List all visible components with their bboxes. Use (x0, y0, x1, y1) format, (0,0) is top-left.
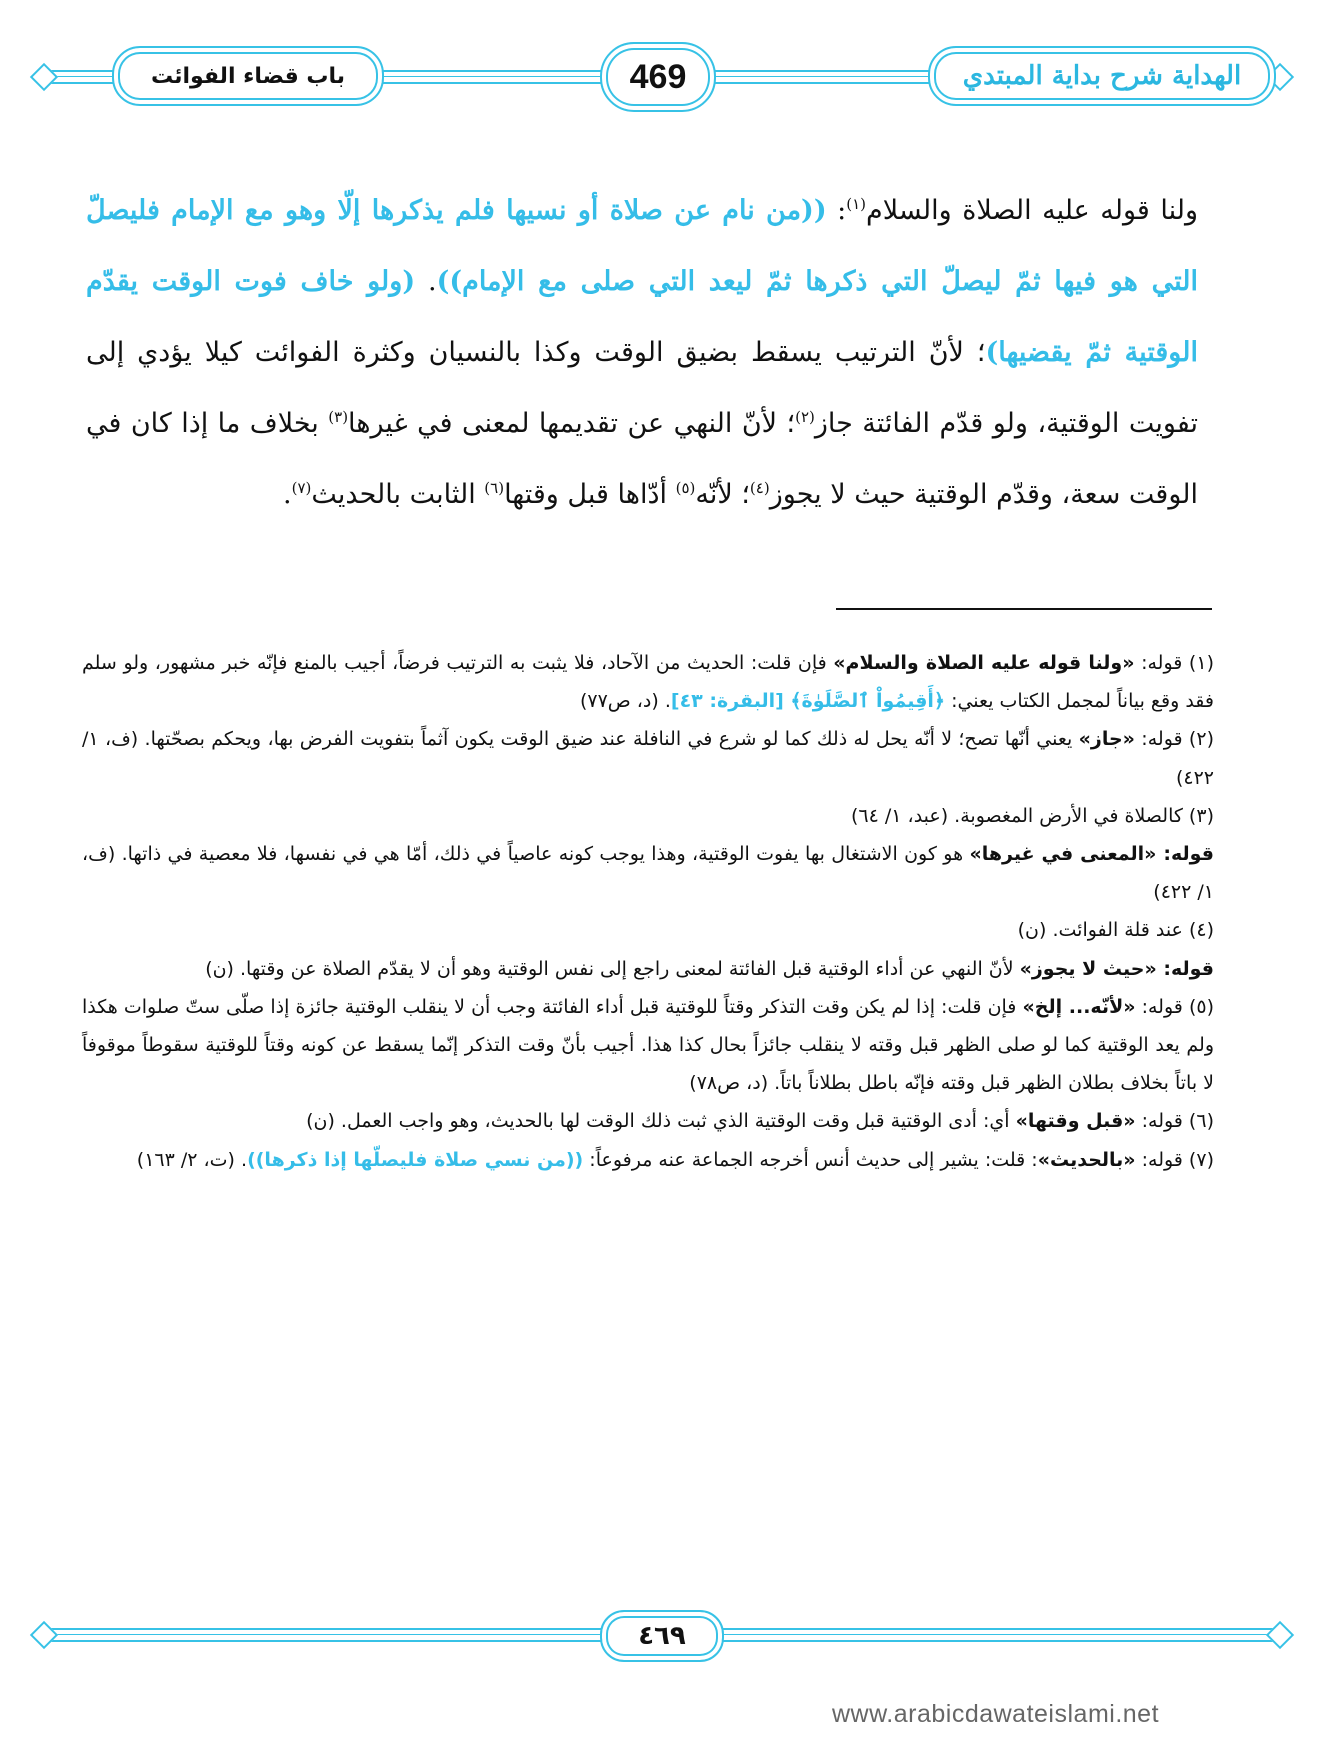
footnote-source: . (د، ص٧٧) (579, 690, 671, 713)
footnote-text: يعني أنّها تصح؛ لا أنّه يحل له ذلك كما لو شرع في النافلة عند ضيق الوقت يكون آثماً بتفويت الفرض بها، ويحكم بصحّتها. (ف، ١/ ٤٢٢) (82, 728, 1214, 789)
matn-quote: (ولو خاف فوت الوقت يقدّم الوقتية ثمّ يقضيها) (86, 266, 1198, 368)
page-header (0, 0, 1320, 160)
footnote-text: لأنّ النهي عن أداء الوقتية قبل الفائتة لمعنى راجع إلى نفس الوقتية وهو أن لا يقدّم الصلاة عن وقتها. (ن) (205, 957, 1020, 980)
footnote-6 (82, 1102, 1214, 1140)
footnote-label: قوله: (1156, 843, 1214, 866)
footnote-lemma: «حيث لا يجوز» (1019, 957, 1157, 980)
footnote-4-comment (82, 950, 1214, 988)
text-run: أدّاها قبل وقتها (504, 479, 676, 510)
ornament-left-icon (30, 1621, 58, 1649)
footnote-text: فإن قلت: الحديث من الآحاد، فلا يثبت به الترتيب فرضاً، أجيب بالمنع فإنّه خبر مشهور، ولو سلم فقد وقع بياناً لمجمل الكتاب يعني: (82, 652, 1214, 713)
footnote-text: : قلت: يشير إلى حديث أنس أخرجه الجماعة عنه مرفوعاً: (583, 1148, 1038, 1171)
ornament-left-icon (30, 63, 58, 91)
text-run: : (826, 195, 847, 226)
text-run: ؛ لأنّه (695, 479, 750, 510)
footnote-1 (82, 644, 1214, 720)
footnote-text: أي: أدى الوقتية قبل وقت الوقتية الذي ثبت ذلك الوقت لها بالحديث، وهو واجب العمل. (ن) (306, 1110, 1016, 1133)
footer-page-number (600, 1610, 724, 1662)
text-run: . (415, 266, 437, 297)
footnote-ref-3[interactable]: (٣) (328, 408, 349, 426)
footnote-7 (82, 1141, 1214, 1179)
footnote-lemma: «لأنّه... إلخ» (1022, 995, 1136, 1018)
footnote-label: (٦) قوله: (1135, 1110, 1214, 1133)
footnote-lemma: «ولنا قوله عليه الصلاة والسلام» (833, 652, 1135, 674)
footnotes (82, 644, 1214, 1179)
footer-page-number-text: ٤٦٩ (638, 1621, 686, 1651)
text-run: ؛ لأنّ الترتيب يسقط بضيق الوقت وكذا بالنسيان وكثرة الفوائت كيلا يؤدي إلى تفويت الوقتية، ولو قدّم الفائتة جاز (86, 337, 1199, 439)
hadith-quote: ((من نام عن صلاة أو نسيها فلم يذكرها إلّا وهو مع الإمام فليصلّ التي هو فيها ثمّ ليصلّ التي ذكرها ثمّ ليعد التي صلى مع الإمام)) (86, 195, 1198, 297)
footnote-3 (82, 797, 1214, 835)
text-run: ؛ لأنّ النهي عن تقديمها لمعنى في غيرها (348, 408, 796, 439)
footnote-lemma: «بالحديث» (1037, 1148, 1136, 1171)
chapter-title-text: باب قضاء الفوائت (150, 63, 346, 89)
footnote-4 (82, 911, 1214, 949)
footnote-5 (82, 988, 1214, 1103)
footnote-divider (836, 608, 1212, 610)
footnote-label: (١) قوله: (1134, 652, 1214, 674)
page-number (600, 42, 716, 112)
text-run: ولنا قوله عليه الصلاة والسلام (866, 195, 1198, 226)
footnote-ref-4[interactable]: (٤) (749, 479, 770, 497)
page-footer (0, 1600, 1320, 1680)
ornament-right-icon (1266, 1621, 1294, 1649)
footnote-ref-1[interactable]: (١) (846, 195, 866, 213)
main-paragraph (86, 175, 1198, 530)
footnote-label: (٢) قوله: (1134, 728, 1214, 751)
footnote-label: (٧) قوله: (1135, 1148, 1214, 1171)
footnote-lemma: «قبل وقتها» (1015, 1110, 1136, 1133)
quran-quote: ﴿أَقِيمُواْ ٱلصَّلَوٰةَ﴾ [البقرة: ٤٣] (670, 690, 946, 713)
footnote-lemma: «المعنى في غيرها» (969, 843, 1157, 866)
book-title-text: الهداية شرح بداية المبتدي (962, 61, 1242, 91)
footnote-text: (٣) كالصلاة في الأرض المغصوبة. (عبد، ١/ ٦٤) (851, 804, 1214, 827)
footnote-label: قوله: (1156, 957, 1214, 980)
footnote-text: فإن قلت: إذا لم يكن وقت التذكر وقتاً للوقتية قبل أداء الفائتة وجب أن لا ينقلب الوقتية جائزة إذا صلّى ستّ صلوات هكذا ولم يعد الوقتية كما لو صلى الظهر قبل وقته لا ينقلب جائزاً بحال كذا هذا. أجيب بأنّ وقت التذكر إنّما يسقط عن كونه وقتاً للوقتية سقوطاً موقوفاً لا باتاً بخلاف بطلان الظهر قبل وقته فإنّه باطل بطلاناً باتاً. (د، ص٧٨) (82, 995, 1214, 1095)
text-run: الثابت بالحديث (311, 479, 485, 510)
footnote-2 (82, 720, 1214, 796)
footnote-ref-7[interactable]: (٧) (291, 479, 312, 497)
text-run: . (283, 479, 292, 510)
book-title (928, 46, 1276, 106)
text-run: بخلاف ما إذا كان في الوقت سعة، وقدّم الوقتية حيث لا يجوز (86, 408, 1198, 510)
footnote-3-comment (82, 835, 1214, 911)
chapter-title (112, 46, 384, 106)
hadith-quote: ((من نسي صلاة فليصلّها إذا ذكرها)) (247, 1148, 584, 1171)
footnote-ref-5[interactable]: (٥) (675, 479, 696, 497)
footnote-ref-2[interactable]: (٢) (795, 408, 815, 426)
footnote-lemma: «جاز» (1078, 728, 1135, 751)
footnote-label: (٥) قوله: (1135, 995, 1214, 1018)
footnote-source: . (ت، ٢/ ١٦٣) (136, 1148, 248, 1171)
footnote-text: (٤) عند قلة الفوائت. (ن) (1017, 919, 1214, 942)
website-url[interactable]: www.arabicdawateislami.net (832, 1700, 1160, 1728)
page-number-text: 469 (629, 57, 687, 96)
footnote-text: هو كون الاشتغال بها يفوت الوقتية، وهذا يوجب كونه عاصياً في ذلك، أمّا هي في نفسها، فلا معصية في ذاتها. (ف، ١/ ٤٢٢) (82, 843, 1214, 904)
main-text (86, 175, 1198, 530)
footnote-ref-6[interactable]: (٦) (484, 479, 505, 497)
